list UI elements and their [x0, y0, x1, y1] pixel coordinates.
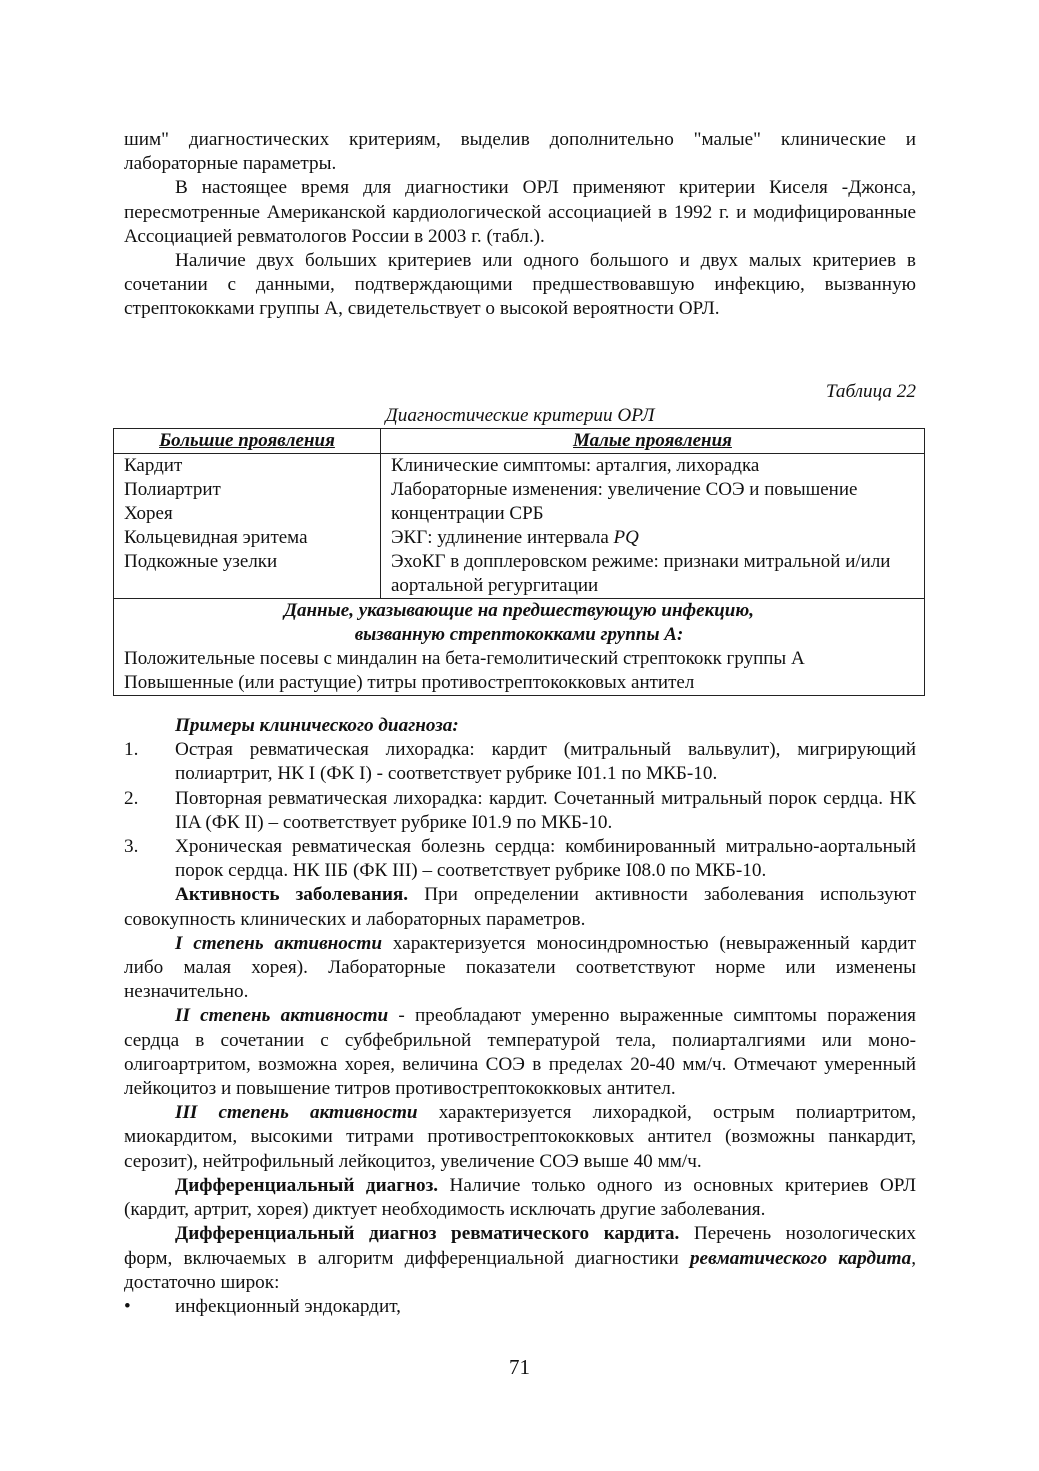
- evidence-title: Данные, указывающие на предшествующую инфекцию,: [284, 600, 754, 622]
- degree-2-paragraph: [124, 1004, 916, 1101]
- minor-item: Клинические симптомы: арталгия, лихорадка: [391, 455, 760, 477]
- minor-item-italic: PQ: [613, 527, 639, 549]
- differential-lead: Дифференциальный диагноз.: [175, 1174, 439, 1196]
- degree-2-text: - преобладают умеренно выраженные симптомы поражения сердца в сочетании с субфебрильной температурой тела, полиарталгиями или моно- олигоартритом, возможна хорея, величина СОЭ в пределах 20-40 мм/ч. Отмечают умеренный лейкоцитоз и повышение титров противострептококковых антител.: [124, 1005, 916, 1100]
- list-item: [124, 835, 916, 883]
- page-number: 71: [509, 1355, 530, 1379]
- document-page: [124, 128, 916, 1319]
- degree-1-lead: I степень активности: [175, 932, 383, 954]
- table-caption: Таблица 22: [825, 380, 916, 402]
- carditis-paragraph: [124, 1222, 916, 1295]
- list-number: 2.: [124, 787, 139, 809]
- degree-3-text: характеризуется лихорадкой, острым полиартритом, миокардитом, высокими титрами противострептококковых антител (возможны панкардит, серозит), нейтрофильный лейкоцитоз, увеличение СОЭ выше 40 мм/ч.: [124, 1102, 916, 1172]
- degree-1-text: характеризуется моносиндромностью (невыраженный кардит либо малая хорея). Лабораторные показатели соответствуют норме или изменены незначительно.: [124, 932, 917, 1003]
- table-row: [114, 454, 925, 599]
- major-item: Кардит: [124, 455, 183, 477]
- list-text: Острая ревматическая лихорадка: кардит (митральный вальвулит), мигрирующий полиартрит, НК I (ФК I) - соответствует рубрике I01.1 по МКБ-10.: [175, 739, 916, 785]
- intro-paragraph-2: В настоящее время для диагностики ОРЛ применяют критерии Киселя -Джонса, пересмотренные Американской кардиологической ассоциацией в 1992 г. и модифицированные Ассоциацией ревматологов России в 2003 г. (табл.).: [124, 177, 916, 247]
- header-minor: Малые проявления: [381, 429, 925, 454]
- evidence-title: вызванную стрептококками группы А:: [354, 624, 684, 646]
- major-item: Полиартрит: [124, 479, 221, 501]
- degree-3-lead: III степень активности: [175, 1102, 418, 1124]
- minor-cell: [381, 454, 925, 599]
- criteria-table: [113, 428, 925, 696]
- major-cell: [114, 454, 381, 599]
- activity-text: При определении активности заболевания используют совокупность клинических и лабораторных параметров.: [124, 884, 916, 930]
- minor-item-text: ЭКГ: удлинение интервала: [391, 527, 614, 549]
- evidence-cell: [114, 599, 925, 696]
- table-title: Диагностические критерии ОРЛ: [385, 404, 655, 426]
- minor-item: [391, 526, 914, 550]
- carditis-text: Перечень нозологических форм, включаемых в алгоритм дифференциальной диагностики: [124, 1223, 916, 1269]
- degree-3-paragraph: [124, 1101, 916, 1174]
- major-item: Кольцевидная эритема: [124, 527, 308, 549]
- table-row: [114, 599, 925, 696]
- list-text: Повторная ревматическая лихорадка: кардит. Сочетанный митральный порок сердца. НК IIA (ФК II) – соответствует рубрике I01.9 по МКБ-10.: [175, 787, 916, 833]
- differential-paragraph: [124, 1174, 916, 1222]
- examples-title: Примеры клинического диагноза:: [175, 715, 459, 737]
- list-number: 3.: [124, 836, 139, 858]
- degree-2-lead: II степень активности: [175, 1005, 389, 1027]
- activity-paragraph: [124, 883, 916, 931]
- evidence-item: Положительные посевы с миндалин на бета-гемолитический стрептококк группы А: [124, 648, 805, 670]
- degree-1-paragraph: [124, 932, 916, 1005]
- minor-item: Лабораторные изменения: увеличение СОЭ и повышение концентрации СРБ: [391, 479, 858, 525]
- major-item: Подкожные узелки: [124, 551, 278, 573]
- differential-text: Наличие только одного из основных критериев ОРЛ (кардит, артрит, хорея) диктует необходимость исключать другие заболевания.: [124, 1174, 916, 1221]
- carditis-lead: Дифференциальный диагноз ревматического кардита.: [175, 1223, 680, 1245]
- evidence-item: Повышенные (или растущие) титры противострептококковых антител: [124, 672, 695, 694]
- list-text: Хроническая ревматическая болезнь сердца: комбинированный митрально-аортальный порок сердца. НК IIБ (ФК III) – соответствует рубрике I08.0 по МКБ-10.: [175, 836, 916, 882]
- carditis-emphasis: ревматического кардита: [689, 1247, 912, 1269]
- activity-lead: Активность заболевания.: [175, 884, 409, 906]
- minor-item: ЭхоКГ в допплеровском режиме: признаки митральной и/или аортальной регургитации: [391, 551, 891, 597]
- header-major: Большие проявления: [114, 429, 381, 454]
- table-header-row: [114, 429, 925, 454]
- list-item: [124, 1295, 916, 1319]
- carditis-tail: , достаточно широк:: [124, 1247, 916, 1293]
- examples-list: [124, 738, 916, 883]
- differential-list: [124, 1295, 916, 1319]
- major-item: Хорея: [124, 503, 173, 525]
- intro-paragraph-3: Наличие двух больших критериев или одного большого и двух малых критериев в сочетании с данными, подтверждающими предшествовавшую инфекцию, вызванную стрептококками группы А, свидетельствует о высокой вероятности ОРЛ.: [124, 250, 916, 320]
- list-number: 1.: [124, 739, 139, 761]
- list-item: [124, 738, 916, 786]
- bullet-icon: •: [124, 1295, 131, 1317]
- spacer: [124, 322, 916, 370]
- intro-paragraph-1: шим" диагностических критериям, выделив дополнительно "малые" клинические и лабораторные параметры.: [124, 129, 916, 175]
- list-text: инфекционный эндокардит,: [175, 1295, 401, 1317]
- list-item: [124, 787, 916, 835]
